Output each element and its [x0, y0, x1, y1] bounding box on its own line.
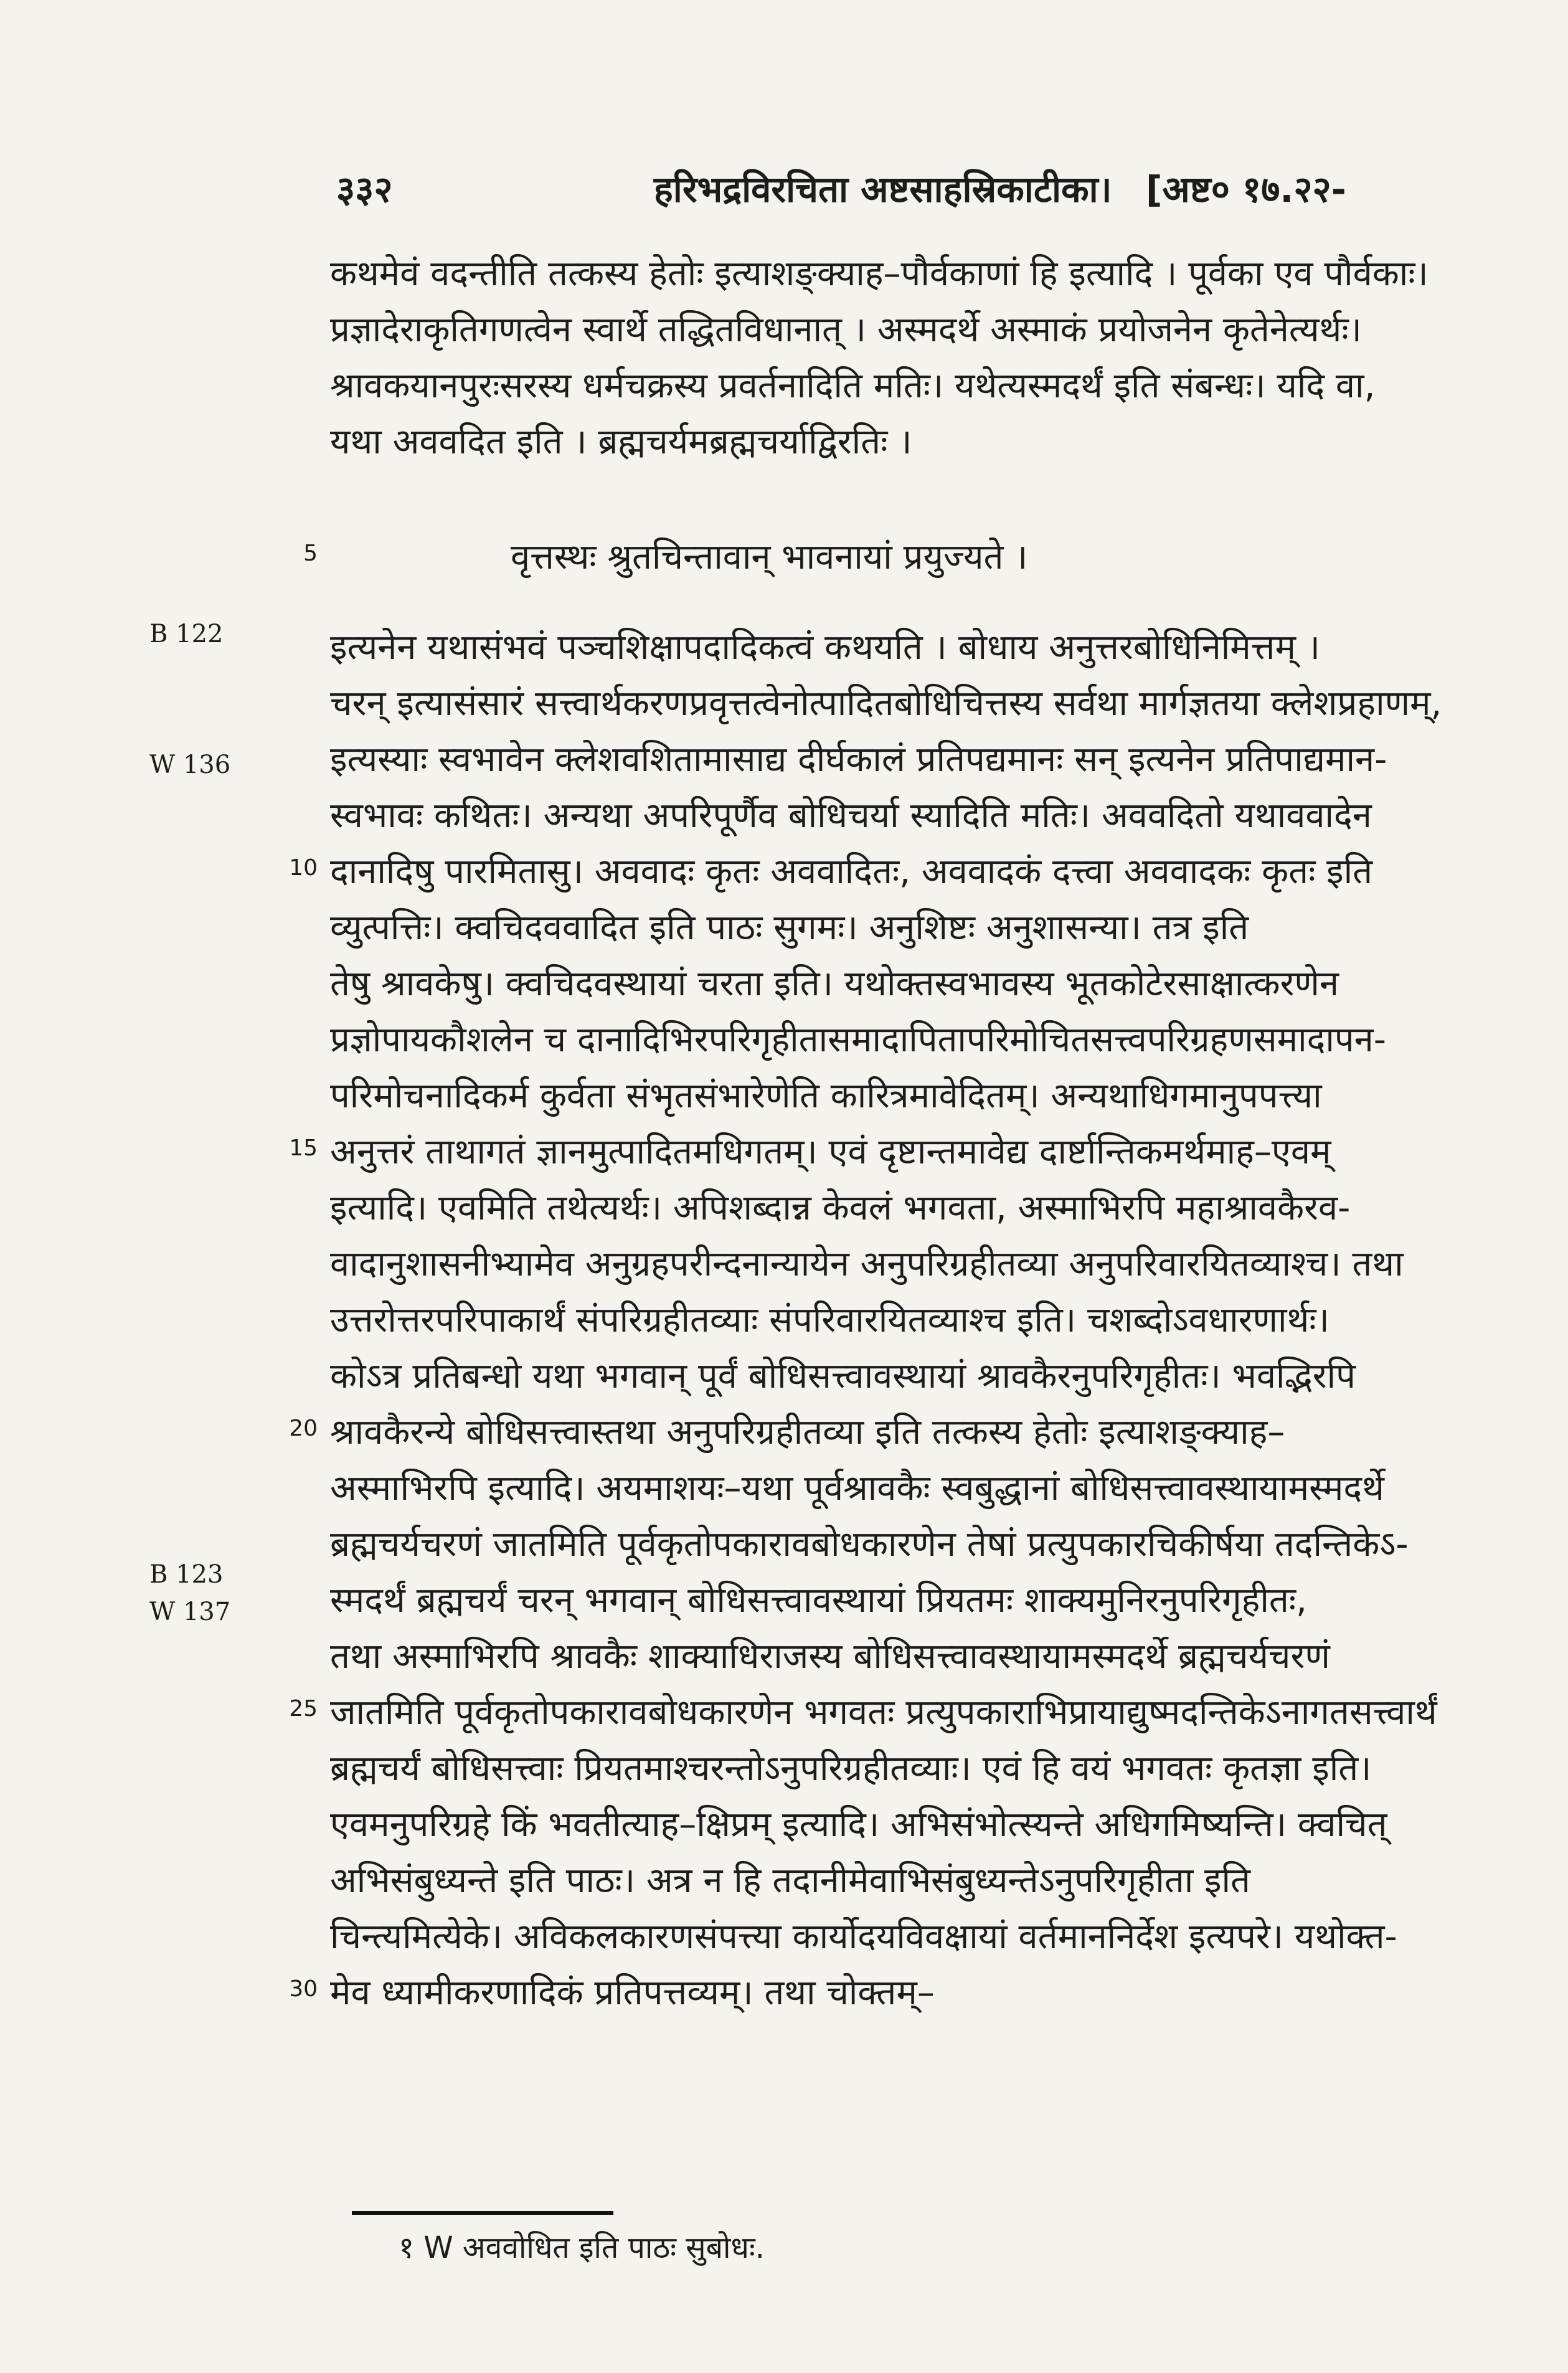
- section-reference: [अष्ट० १७.२२-: [1146, 168, 1346, 211]
- text-line: जातमिति पूर्वकृतोपकारावबोधकारणेन भगवतः प्रत्युपकाराभिप्रायाद्युष्मदन्तिकेऽनागतसत्त्वार्थं: [330, 1692, 1437, 1733]
- text-line: स्मदर्थं ब्रह्मचर्यं चरन् भगवान् बोधिसत्त्वावस्थायां प्रियतमः शाक्यमुनिरनुपरिगृहीतः,: [330, 1580, 1307, 1621]
- text-line: दानादिषु पारमितासु। अववादः कृतः अववादितः, अववादकं दत्त्वा अववादकः कृतः इति: [330, 851, 1373, 892]
- line-number: 25: [289, 1696, 318, 1722]
- line-number: 5: [303, 541, 318, 566]
- text-line: ब्रह्मचर्यं बोधिसत्त्वाः प्रियतमाश्चरन्तोऽनुपरिग्रहीतव्याः। एवं हि वयं भगवतः कृतज्ञा इति।: [330, 1748, 1372, 1789]
- page-header: [336, 163, 1519, 219]
- text-line: चरन् इत्यासंसारं सत्त्वार्थकरणप्रवृत्तत्वेनोत्पादितबोधिचित्तस्य सर्वथा मार्गज्ञतया क्लेशप्रहाणम्,: [330, 683, 1442, 724]
- text-line: तेषु श्रावकेषु। क्वचिदवस्थायां चरता इति। यथोक्तस्वभावस्य भूतकोटेरसाक्षात्करणेन: [330, 964, 1339, 1004]
- line-number: 30: [289, 1976, 318, 2002]
- margin-reference: W 136: [149, 751, 231, 779]
- text-line: अभिसंबुध्यन्ते इति पाठः। अत्र न हि तदानीमेवाभिसंबुध्यन्तेऽनुपरिगृहीता इति: [330, 1860, 1250, 1901]
- text-line: श्रावकयानपुरःसरस्य धर्मचक्रस्य प्रवर्तनादिति मतिः। यथेत्यस्मदर्थं इति संबन्धः। यदि वा,: [330, 366, 1376, 406]
- text-line: प्रज्ञादेराकृतिगणत्वेन स्वार्थे तद्धितविधानात् । अस्मदर्थे अस्माकं प्रयोजनेन कृतेनेत्यर्थः।: [330, 310, 1362, 350]
- text-line: प्रज्ञोपायकौशलेन च दानादिभिरपरिगृहीतासमादापितापरिमोचितसत्त्वपरिग्रहणसमादापन-: [330, 1020, 1386, 1060]
- margin-reference: B 123: [149, 1560, 224, 1589]
- text-line: श्रावकैरन्ये बोधिसत्त्वास्तथा अनुपरिग्रहीतव्या इति तत्कस्य हेतोः इत्याशङ्क्याह–: [330, 1412, 1285, 1452]
- text-line: एवमनुपरिग्रहे किं भवतीत्याह–क्षिप्रम् इत्यादि। अभिसंभोत्स्यन्ते अधिगमिष्यन्ति। क्वचित्: [330, 1804, 1387, 1845]
- verse-line: वृत्तस्थः श्रुतचिन्तावान् भावनायां प्रयुज्यते ।: [511, 537, 1028, 577]
- running-title: हरिभद्रविरचिता अष्टसाहस्रिकाटीका।: [654, 168, 1112, 211]
- text-line: कोऽत्र प्रतिबन्धो यथा भगवान् पूर्वं बोधिसत्त्वावस्थायां श्रावकैरनुपरिगृहीतः। भवद्भिरपि: [330, 1356, 1356, 1396]
- text-line: इत्यनेन यथासंभवं पञ्चशिक्षापदादिकत्वं कथयति । बोधाय अनुत्तरबोधिनिमित्तम् ।: [330, 627, 1320, 668]
- text-line: मेव ध्यामीकरणादिकं प्रतिपत्तव्यम्। तथा चोक्तम्–: [330, 1973, 935, 2013]
- text-line: वादानुशासनीभ्यामेव अनुग्रहपरीन्दनान्यायेन अनुपरिग्रहीतव्या अनुपरिवारयितव्याश्च। तथा: [330, 1244, 1404, 1284]
- text-line: चिन्त्यमित्येके। अविकलकारणसंपत्त्या कार्योदयविवक्षायां वर्तमाननिर्देश इत्यपरे। यथोक्त-: [330, 1916, 1397, 1957]
- text-line: कथमेवं वदन्तीति तत्कस्य हेतोः इत्याशङ्क्याह–पौर्वकाणां हि इत्यादि । पूर्वका एव पौर्वकाः।: [330, 253, 1429, 294]
- text-line: इत्यादि। एवमिति तथेत्यर्थः। अपिशब्दान्न केवलं भगवता, अस्माभिरपि महाश्रावकैरव-: [330, 1188, 1351, 1228]
- margin-reference: W 137: [149, 1598, 231, 1626]
- text-line: व्युत्पत्तिः। क्वचिदववादित इति पाठः सुगमः। अनुशिष्टः अनुशासन्या। तत्र इति: [330, 907, 1249, 948]
- line-number: 20: [289, 1416, 318, 1441]
- text-line: अस्माभिरपि इत्यादि। अयमाशयः–यथा पूर्वश्रावकैः स्वबुद्धानां बोधिसत्त्वावस्थायामस्मदर्थे: [330, 1468, 1384, 1509]
- text-line: इत्यस्याः स्वभावेन क्लेशवशितामासाद्य दीर्घकालं प्रतिपद्यमानः सन् इत्यनेन प्रतिपाद्यमान-: [330, 739, 1387, 780]
- text-line: परिमोचनादिकर्म कुर्वता संभृतसंभारेणेति कारित्रमावेदितम्। अन्यथाधिगमानुपपत्त्या: [330, 1076, 1322, 1116]
- margin-reference: B 122: [149, 620, 224, 648]
- text-line: उत्तरोत्तरपरिपाकार्थं संपरिग्रहीतव्याः संपरिवारयितव्याश्च इति। चशब्दोऽवधारणार्थः।: [330, 1300, 1329, 1340]
- footnote-divider: [352, 2211, 613, 2215]
- text-line: यथा अववदित इति । ब्रह्मचर्यमब्रह्मचर्याद्विरतिः ।: [330, 422, 912, 462]
- text-line: अनुत्तरं ताथागतं ज्ञानमुत्पादितमधिगतम्। एवं दृष्टान्तमावेद्य दार्ष्टान्तिकमर्थमाह–एवम्: [330, 1132, 1331, 1172]
- text-line: तथा अस्माभिरपि श्रावकैः शाक्याधिराजस्य बोधिसत्त्वावस्थायामस्मदर्थे ब्रह्मचर्यचरणं: [330, 1636, 1330, 1677]
- text-line: ब्रह्मचर्यचरणं जातमिति पूर्वकृतोपकारावबोधकारणेन तेषां प्रत्युपकारचिकीर्षया तदन्तिकेऽ-: [330, 1524, 1409, 1565]
- page-number: ३३२: [336, 168, 393, 211]
- line-number: 15: [289, 1135, 318, 1161]
- footnote: १ W अववोधित इति पाठः सुबोधः.: [399, 2230, 765, 2265]
- line-number: 10: [289, 855, 318, 881]
- text-line: स्वभावः कथितः। अन्यथा अपरिपूर्णैव बोधिचर्या स्यादिति मतिः। अववदितो यथाववादेन: [330, 795, 1372, 836]
